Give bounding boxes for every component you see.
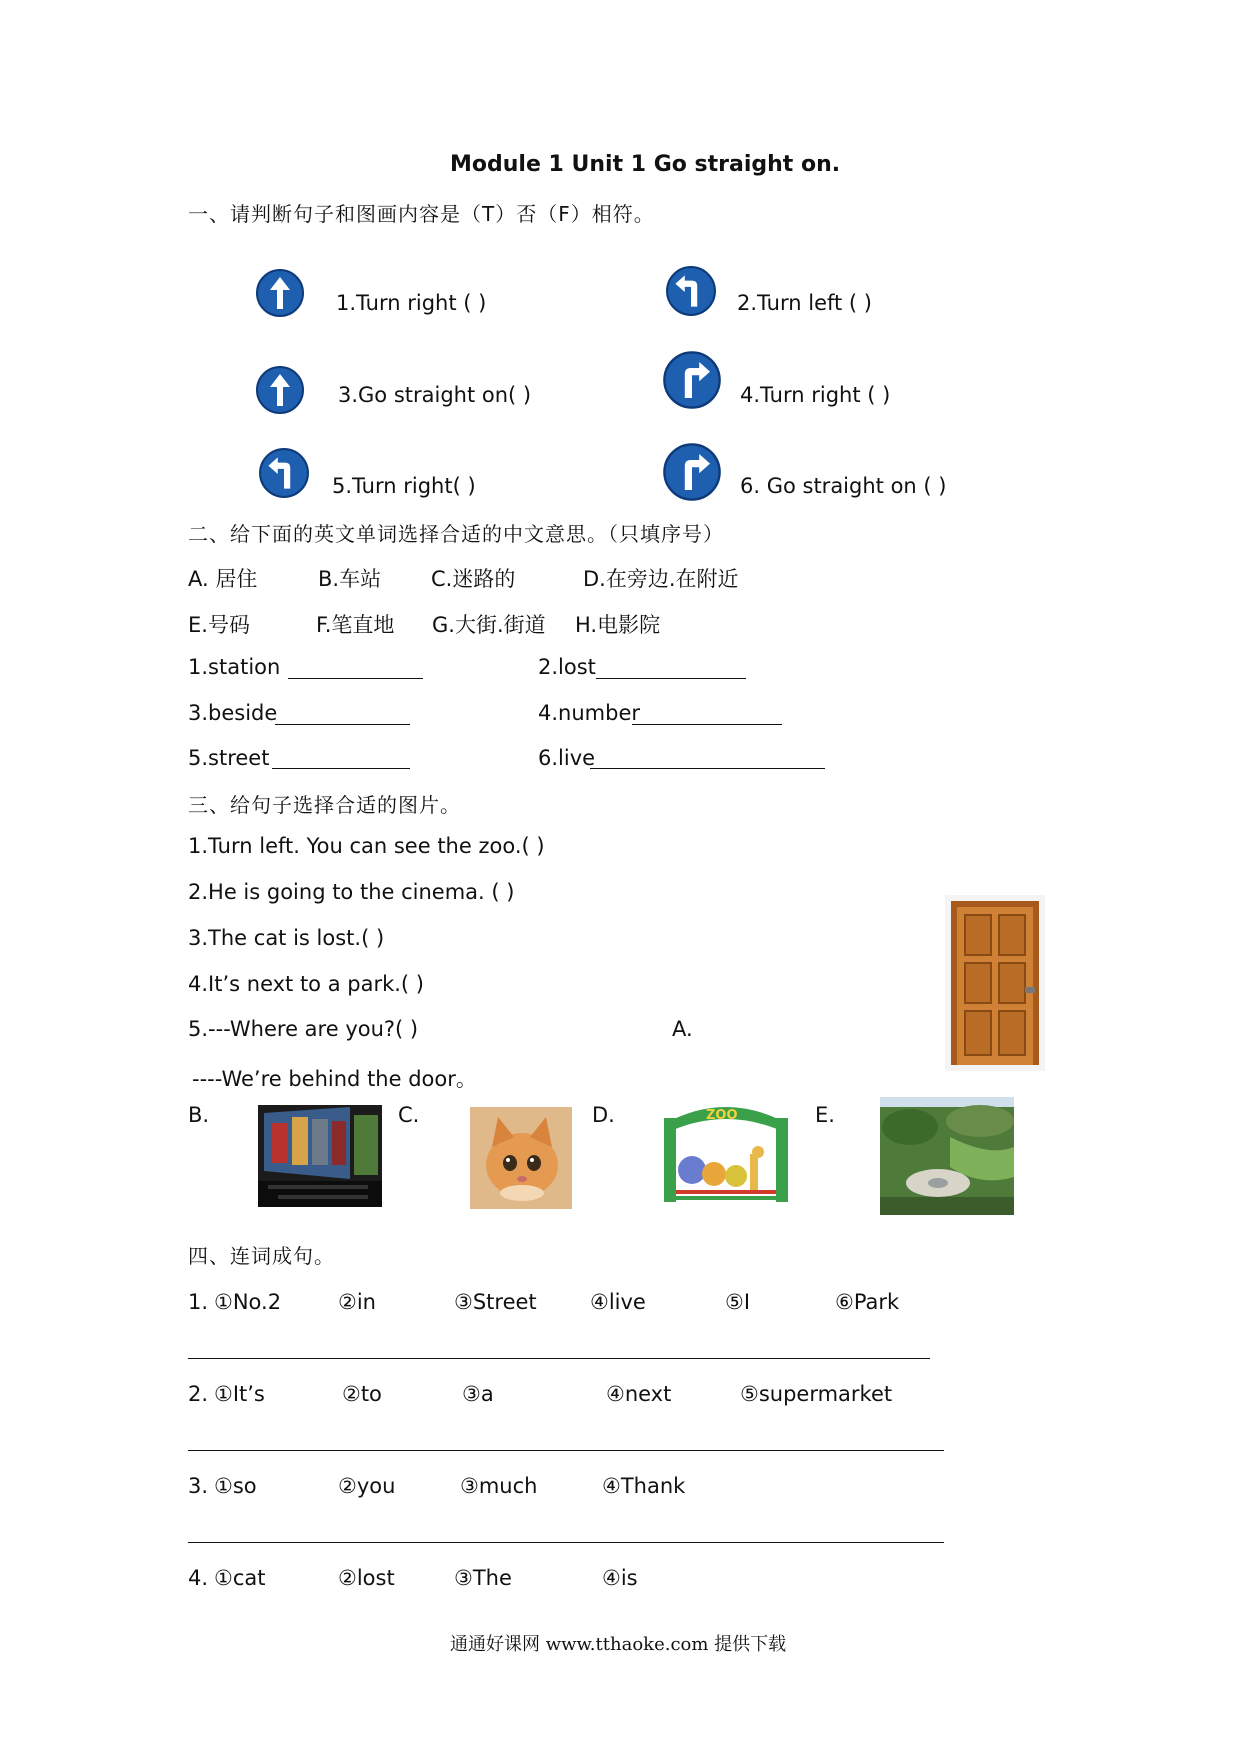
page-title: Module 1 Unit 1 Go straight on. — [450, 152, 841, 177]
section4-heading: 四、连词成句。 — [188, 1244, 335, 1268]
word-card: ③much — [460, 1474, 538, 1498]
answer-blank[interactable] — [632, 724, 782, 725]
option-h: H.电影院 — [575, 613, 661, 637]
section1-item-2: 2.Turn left ( ) — [737, 291, 872, 315]
word-live: 6.live — [538, 746, 596, 770]
word-lost: 2.lost — [538, 655, 596, 679]
word-station: 1.station — [188, 655, 281, 679]
answer-blank[interactable] — [590, 768, 825, 769]
word-card: ②in — [338, 1290, 376, 1314]
option-c: C.迷路的 — [431, 567, 516, 591]
section1-item-6: 6. Go straight on ( ) — [740, 474, 947, 498]
word-card: ⑤I — [725, 1290, 751, 1314]
word-card: ⑥Park — [835, 1290, 900, 1314]
word-card: ④live — [590, 1290, 646, 1314]
section1-item-3: 3.Go straight on( ) — [338, 383, 532, 407]
word-card: ③Street — [454, 1290, 537, 1314]
sentence-4: 4.It’s next to a park.( ) — [188, 972, 424, 996]
word-card: ④next — [606, 1382, 672, 1406]
sentence-5-reply: ----We’re behind the door。 — [192, 1067, 477, 1091]
row-number: 3. — [188, 1474, 209, 1498]
option-b: B.车站 — [318, 567, 382, 591]
word-card: ②lost — [338, 1566, 395, 1590]
sentence-2: 2.He is going to the cinema. ( ) — [188, 880, 515, 904]
picture-label-c: C. — [398, 1103, 420, 1127]
sentence-5: 5.---Where are you?( ) — [188, 1017, 419, 1041]
arrow-up-sign-icon — [255, 268, 305, 318]
section1-item-1: 1.Turn right ( ) — [336, 291, 487, 315]
section1-heading: 一、请判断句子和图画内容是（T）否（F）相符。 — [188, 202, 655, 226]
row-number: 1. — [188, 1290, 209, 1314]
word-number: 4.number — [538, 701, 640, 725]
section2-heading: 二、给下面的英文单词选择合适的中文意思。（只填序号） — [188, 522, 724, 546]
picture-label-b: B. — [188, 1103, 210, 1127]
footer-credit: 通通好课网 www.tthaoke.com 提供下载 — [450, 1634, 787, 1655]
word-card: ①so — [214, 1474, 257, 1498]
cinema-picture — [258, 1105, 382, 1207]
word-card: ②to — [342, 1382, 382, 1406]
word-beside: 3.beside — [188, 701, 278, 725]
answer-line[interactable] — [188, 1450, 944, 1451]
word-card: ④Thank — [602, 1474, 686, 1498]
option-d: D.在旁边.在附近 — [583, 567, 739, 591]
zoo-gate-picture — [658, 1100, 794, 1204]
zoo-sign-text: ZOO — [706, 1108, 738, 1123]
park-picture — [880, 1097, 1014, 1215]
word-card: ⑤supermarket — [740, 1382, 893, 1406]
picture-label-a: A. — [672, 1017, 693, 1041]
door-picture — [945, 895, 1045, 1071]
option-e: E.号码 — [188, 613, 250, 637]
section1-item-4: 4.Turn right ( ) — [740, 383, 891, 407]
picture-label-e: E. — [815, 1103, 835, 1127]
answer-blank[interactable] — [596, 678, 746, 679]
arrow-turn-left-sign-icon — [665, 265, 717, 317]
option-a: A. 居住 — [188, 567, 258, 591]
section1-item-5: 5.Turn right( ) — [332, 474, 476, 498]
word-card: ①No.2 — [214, 1290, 282, 1314]
row-number: 4. — [188, 1566, 209, 1590]
answer-blank[interactable] — [272, 768, 410, 769]
word-card: ①It’s — [214, 1382, 265, 1406]
word-street: 5.street — [188, 746, 270, 770]
answer-line[interactable] — [188, 1358, 930, 1359]
kitten-picture — [470, 1107, 572, 1209]
option-f: F.笔直地 — [316, 613, 395, 637]
answer-blank[interactable] — [275, 724, 410, 725]
answer-line[interactable] — [188, 1542, 944, 1543]
answer-blank[interactable] — [288, 678, 423, 679]
picture-label-d: D. — [592, 1103, 615, 1127]
sentence-1: 1.Turn left. You can see the zoo.( ) — [188, 834, 545, 858]
word-card: ①cat — [214, 1566, 266, 1590]
row-number: 2. — [188, 1382, 209, 1406]
sentence-3: 3.The cat is lost.( ) — [188, 926, 385, 950]
word-card: ③a — [462, 1382, 494, 1406]
arrow-turn-right-sign-icon — [662, 350, 722, 410]
word-card: ③The — [454, 1566, 512, 1590]
arrow-up-sign-icon — [255, 365, 305, 415]
word-card: ②you — [338, 1474, 396, 1498]
option-g: G.大街.街道 — [432, 613, 546, 637]
arrow-turn-left-sign-icon — [258, 447, 310, 499]
section3-heading: 三、给句子选择合适的图片。 — [188, 793, 461, 817]
arrow-turn-right-sign-icon — [662, 442, 722, 502]
word-card: ④is — [602, 1566, 638, 1590]
